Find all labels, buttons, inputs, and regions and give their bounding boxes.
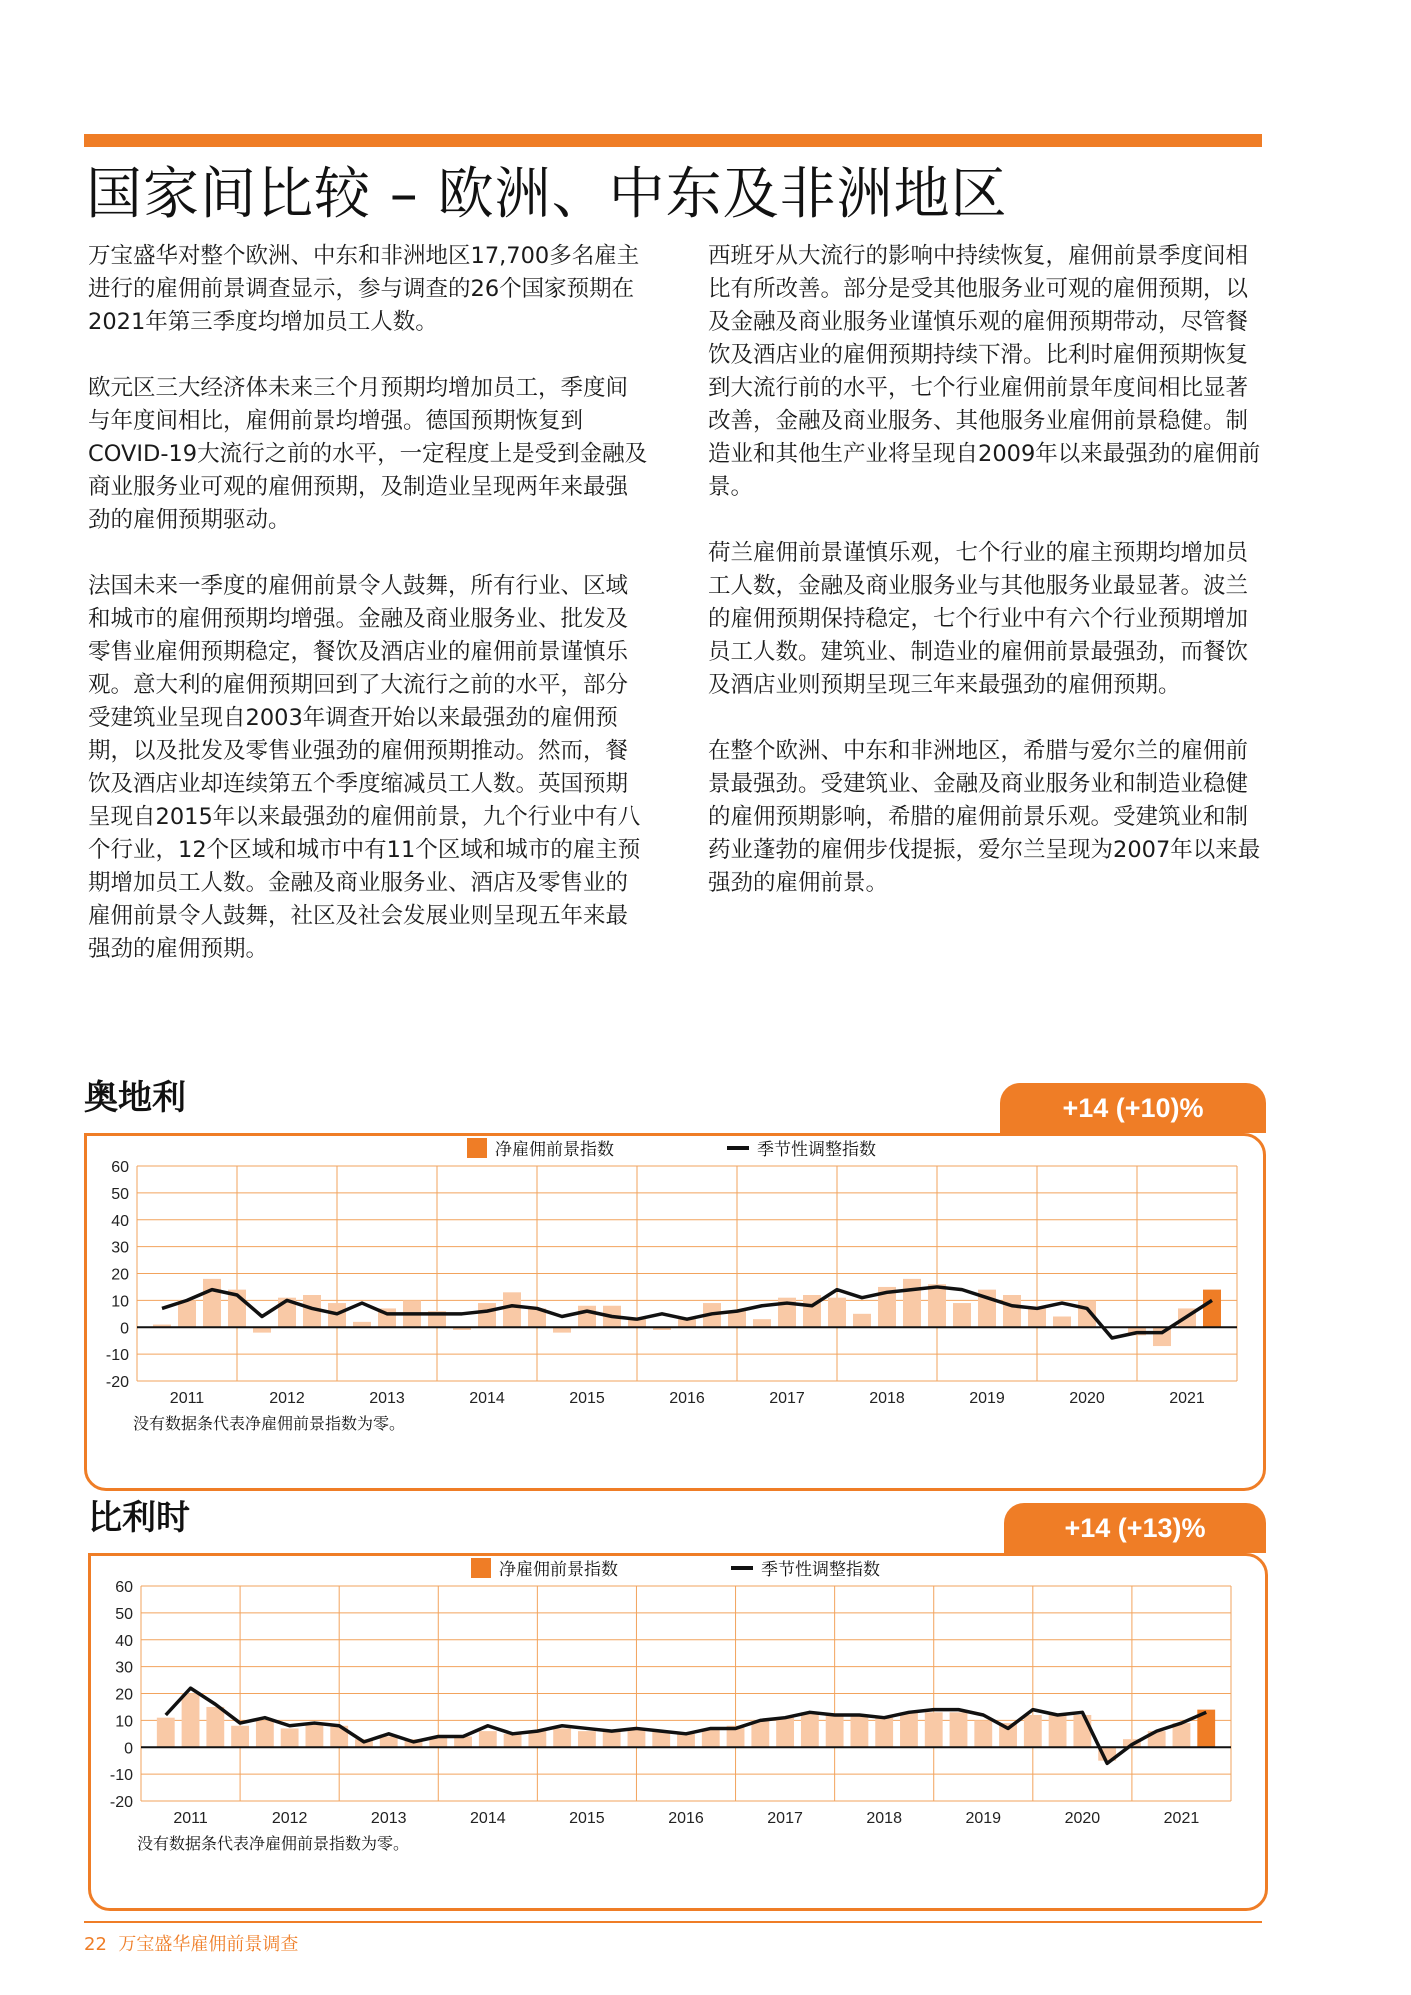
x-tick-label: 2017 [767, 1810, 803, 1827]
bar [828, 1298, 846, 1328]
bar [603, 1731, 621, 1747]
x-tick-label: 2013 [369, 1390, 405, 1407]
x-tick-label: 2015 [569, 1390, 605, 1407]
x-tick-label: 2016 [668, 1810, 704, 1827]
y-tick-label: 20 [115, 1686, 133, 1704]
x-tick-label: 2017 [769, 1390, 805, 1407]
x-tick-label: 2019 [965, 1810, 1002, 1827]
publication-name: 万宝盛华雇佣前景调查 [118, 1934, 299, 1955]
x-tick-label: 2018 [866, 1810, 902, 1827]
chart-note: 没有数据条代表净雇佣前景指数为零。 [133, 1414, 406, 1433]
x-tick-label: 2021 [1163, 1810, 1200, 1827]
x-tick-label: 2011 [173, 1810, 208, 1827]
bar [751, 1720, 769, 1747]
accent-bar [84, 134, 1262, 147]
bar [503, 1292, 521, 1327]
belgium-outlook-badge: +14 (+13)% [1004, 1503, 1266, 1553]
bar [478, 1303, 496, 1327]
bar [1028, 1308, 1046, 1327]
footer [84, 1930, 298, 1956]
y-tick-label: -10 [109, 1767, 133, 1785]
chart-note: 没有数据条代表净雇佣前景指数为零。 [137, 1834, 410, 1853]
bar [203, 1279, 221, 1327]
x-tick-label: 2020 [1069, 1390, 1105, 1407]
bar [178, 1300, 196, 1327]
austria-outlook-badge: +14 (+10)% [1000, 1083, 1266, 1133]
paragraph: 在整个欧洲、中东和非洲地区，希腊与爱尔兰的雇佣前景最强劲。受建筑业、金融及商业服务业和制造业稳健的雇佣预期影响，希腊的雇佣前景乐观。受建筑业和制药业蓬勃的雇佣步伐提振，爱尔兰呈现为2007年以来最强劲的雇佣前景。 [708, 738, 1261, 896]
y-tick-label: 0 [120, 1320, 129, 1338]
y-tick-label: 30 [111, 1239, 129, 1257]
y-tick-label: 10 [115, 1713, 133, 1731]
bar [281, 1728, 299, 1747]
bar [628, 1728, 646, 1747]
bar [1049, 1715, 1067, 1747]
bar [875, 1718, 893, 1748]
x-tick-label: 2016 [669, 1390, 705, 1407]
bar [903, 1279, 921, 1327]
y-tick-label: 40 [111, 1212, 129, 1230]
bar [850, 1715, 868, 1747]
x-tick-label: 2015 [569, 1810, 605, 1827]
x-tick-label: 2014 [469, 1390, 505, 1407]
x-tick-label: 2018 [869, 1390, 905, 1407]
paragraph: 万宝盛华对整个欧洲、中东和非洲地区17,700多名雇主进行的雇佣前景调查显示，参与调查的26个国家预期在2021年第三季度均增加员工人数。 [88, 243, 640, 335]
x-tick-label: 2020 [1064, 1810, 1101, 1827]
paragraph: 欧元区三大经济体未来三个月预期均增加员工，季度间与年度间相比，雇佣前景均增强。德国预期恢复到COVID-19大流行之前的水平，一定程度上是受到金融及商业服务业可观的雇佣预期，及制造业呈现两年来最强劲的雇佣预期驱动。 [88, 375, 648, 533]
bar [1053, 1317, 1071, 1328]
chart-title-austria: 奥地利 [84, 1078, 186, 1118]
austria-chart-panel [84, 1133, 1266, 1491]
bar [801, 1712, 819, 1747]
bar [853, 1314, 871, 1327]
y-tick-label: 20 [111, 1266, 129, 1284]
bar [1003, 1295, 1021, 1327]
legend-swatch-bars [471, 1558, 491, 1578]
legend-label: 净雇佣前景指数 [495, 1140, 614, 1160]
y-tick-label: -10 [105, 1347, 129, 1365]
y-tick-label: 30 [115, 1659, 133, 1677]
bar [157, 1718, 175, 1748]
bar [231, 1726, 249, 1748]
legend-label: 净雇佣前景指数 [499, 1560, 618, 1580]
belgium-chart-panel [88, 1553, 1268, 1911]
y-tick-label: -20 [105, 1374, 129, 1391]
x-tick-label: 2012 [271, 1810, 308, 1827]
y-tick-label: 50 [115, 1605, 133, 1623]
x-tick-label: 2011 [169, 1390, 205, 1407]
bar [974, 1720, 992, 1747]
bar [305, 1723, 323, 1747]
y-tick-label: -20 [109, 1794, 133, 1811]
legend-label: 季节性调整指数 [761, 1560, 880, 1580]
bar [900, 1712, 918, 1747]
paragraph: 西班牙从大流行的影响中持续恢复，雇佣前景季度间相比有所改善。部分是受其他服务业可观的雇佣预期，以及金融及商业服务业谨慎乐观的雇佣预期带动，尽管餐饮及酒店业的雇佣预期持续下滑。比利时雇佣预期恢复到大流行前的水平，七个行业雇佣前景年度间相比显著改善，金融及商业服务、其他服务业雇佣前景稳健。制造业和其他生产业将呈现自2009年以来最强劲的雇佣前景。 [708, 243, 1261, 500]
bar [1024, 1715, 1042, 1747]
y-tick-label: 40 [115, 1632, 133, 1650]
y-tick-label: 60 [115, 1579, 133, 1596]
x-tick-label: 2019 [969, 1390, 1005, 1407]
legend-swatch-bars [467, 1138, 487, 1158]
x-tick-label: 2014 [470, 1810, 506, 1827]
y-tick-label: 50 [111, 1185, 129, 1203]
bar [928, 1284, 946, 1327]
page-number: 22 [84, 1934, 107, 1955]
bar [925, 1712, 943, 1747]
bar [953, 1303, 971, 1327]
bar [677, 1734, 695, 1747]
belgium-chart [91, 1556, 1265, 1908]
bar [1203, 1290, 1221, 1328]
y-tick-label: 60 [111, 1159, 129, 1176]
page-title: 国家间比较 – 欧洲、中东及非洲地区 [86, 162, 1008, 227]
bar [1073, 1715, 1091, 1747]
legend-label: 季节性调整指数 [757, 1140, 876, 1160]
right-column [708, 240, 1268, 933]
bar [578, 1731, 596, 1747]
bar [504, 1734, 522, 1747]
bar [578, 1306, 596, 1328]
footer-rule [84, 1921, 1262, 1923]
bar [753, 1319, 771, 1327]
bar [256, 1720, 274, 1747]
bar [479, 1731, 497, 1747]
x-tick-label: 2013 [370, 1810, 407, 1827]
austria-chart [87, 1136, 1263, 1488]
x-tick-label: 2021 [1169, 1390, 1205, 1407]
left-column [88, 240, 648, 999]
y-tick-label: 0 [124, 1740, 133, 1758]
y-tick-label: 10 [111, 1293, 129, 1311]
bar [776, 1718, 794, 1748]
bar [206, 1707, 224, 1747]
x-tick-label: 2012 [269, 1390, 305, 1407]
chart-title-belgium: 比利时 [88, 1498, 190, 1538]
paragraph: 荷兰雇佣前景谨慎乐观，七个行业的雇主预期均增加员工人数，金融及商业服务业与其他服务业最显著。波兰的雇佣预期保持稳定，七个行业中有六个行业预期增加员工人数。建筑业、制造业的雇佣前景最强劲，而餐饮及酒店业则预期呈现三年来最强劲的雇佣预期。 [708, 540, 1249, 698]
bar [553, 1728, 571, 1747]
bar [826, 1715, 844, 1747]
paragraph: 法国未来一季度的雇佣前景令人鼓舞，所有行业、区域和城市的雇佣预期均增强。金融及商业服务业、批发及零售业雇佣预期稳定，餐饮及酒店业的雇佣前景谨慎乐观。意大利的雇佣预期回到了大流行之前的水平，部分受建筑业呈现自2003年调查开始以来最强劲的雇佣预期，以及批发及零售业强劲的雇佣预期推动。然而，餐饮及酒店业却连续第五个季度缩减员工人数。英国预期呈现自2015年以来最强劲的雇佣前景，九个行业中有八个行业，12个区域和城市中有11个区域和城市的雇主预期增加员工人数。金融及商业服务业、酒店及零售业的雇佣前景令人鼓舞，社区及社会发展业则呈现五年来最强劲的雇佣预期。 [88, 573, 641, 962]
bar [950, 1712, 968, 1747]
bar [182, 1694, 200, 1748]
bar [380, 1737, 398, 1748]
